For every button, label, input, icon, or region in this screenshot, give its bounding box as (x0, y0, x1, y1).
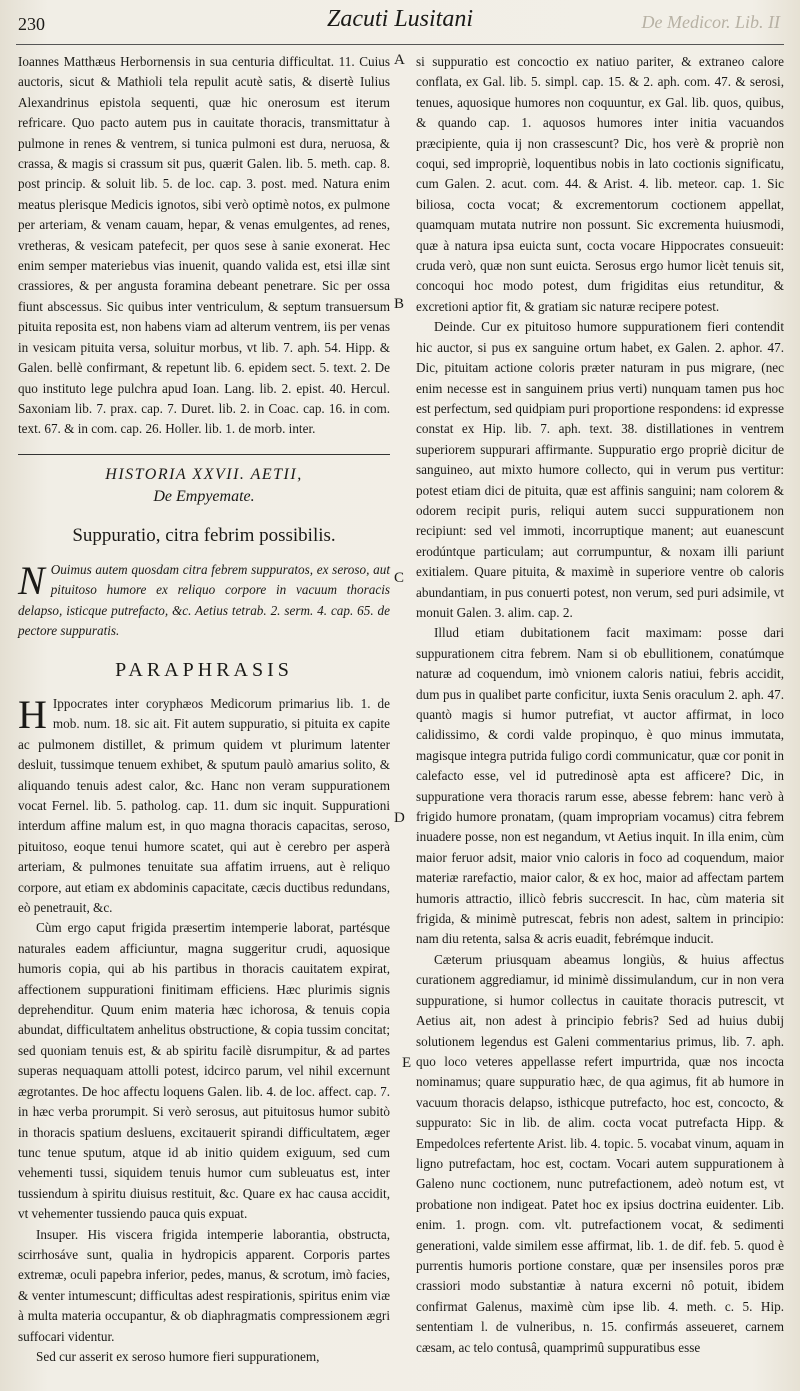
page-header (0, 0, 800, 44)
paraphrasis-dropcap: H (18, 691, 47, 737)
paraphrasis-paragraph-4: Sed cur asserit ex seroso humore fieri suppurationem, (36, 1348, 320, 1364)
historia-dropcap: N (18, 557, 45, 603)
page-number: 230 (18, 14, 45, 34)
historia-subtitle: De Empyemate. (153, 488, 255, 506)
margin-marker-e: E (402, 1055, 412, 1071)
right-paragraph-3: Illud etiam dubitationem facit maximam: posse dari suppurationem citra febrem. Nam si ob ebullitionem, conatúmque naturæ ad coquendum, imò vnionem caloris natiui, febris accidit, dum pus in qualibet parte conficitur, iuxta Senis oraculum 2. aph. 47. quantò magis si humor putrefiat, vt auctor affirmat, in loco calidissimo, & cordi valde propinquo, è quo minus immutata, magisque integra putrida fuligo cordi communicatur, quæ cor ponit in calefacto esse, vel id putredinosè apta est afficere? Dic, in suppuratione vera thoracis rarum esse, abesse febrem: hanc verò à frigido humore pronatam, (quam impropriam vocamus) citra febrem inuadere posse, non est negandum, vt Aetius inquit. In illa enim, cùm maior feruor adsit, maior vnio caloris in foco ad coquendum, maior materiæ rarefactio, maior calor, & ex hoc, maior ad affectam partem humoris attractio, illicò febris succrescit. In hac, cùm materia sit frigida, & minimè putrescat, febris non adest, saltem in principio: nam diu retenta, salsa & acris euadit, febrémque inducit. (416, 625, 784, 947)
right-paragraph-2: Deinde. Cur ex pituitoso humore suppurationem fieri contendit hic auctor, si pus ex sanguine ortum habet, ex Galen. 2. aphor. 47. Dic, pituitam actione coloris præter naturam in pus migrare, (nec enim necesse est in sanguinem prius verti) nunquam tamen pus hoc est perfectum, sed quidpiam puri proportione respondens: id expresse constat ex Hip. lib. 7. aph. text. 38. distillationes in ventrem superiorem suppurari affirmante. Suppuratio ergo propriè dicitur de sanguineo, aut mixto humore collecto, qui in verum pus vertitur: potest etiam dici de pituita, quæ est affinis sanguini; nam colorem & odorem recipit puris, reliqui autem succi suppurationem non recipiunt: sed vel immoti, incorruptique manent; aut euanescunt erodúntque particulam; aut corrumpuntur, & noxam illi pariunt exitialem. Quare pituita, & maximè in superiore ventre ob caloris abundantiam, in pus conuerti potest, non verum, sed puri adsimile, vt monuit Galen. 3. alim. cap. 2. (416, 319, 784, 620)
historia-title: HISTORIA XXVII. AETII, (105, 465, 303, 483)
margin-marker-b: B (394, 296, 405, 312)
paraphrasis-heading: PARAPHRASIS (115, 658, 293, 681)
left-column (18, 52, 390, 1367)
header-rule (16, 44, 784, 45)
margin-marker-c: C (394, 570, 405, 586)
historia-text (18, 557, 390, 642)
paraphrasis-paragraph-2: Cùm ergo caput frigida præsertim intemperie laborat, partésque naturales eadem afficiuntur, magna suggeritur crudi, aquosique humoris copia, qui ab his partibus in thoracis cauitatem expirat, affectionem suppurationi finitimam efficiens. Hæc plurimis signis deprehenditur. Quum enim materia hæc ichorosa, & tenuis copia abundat, difficultatem anhelitus obstructione, & copia tussim concitat; sed quoniam tenuis est, & ab spiritu facilè disrumpitur, & ad partes superas nequaquam attolli potest, idcirco parum, vel nihil excernunt ægrotantes. De hoc affectu loquens Galen. lib. 4. de loc. affect. cap. 7. in hæc verba prorumpit. Si verò serosus, aut pituitosus humor subitò in thoracis spatium desluens, excitauerit spirandi difficultatem, æger tunc tenue sputum, atque id ab initio quidem exiguum, sed cum vehementi tussi, siquidem tenuis humor cum subleuatus est, inter tussiendum à spiritu diuisus restituit, &c. Quare ex hac causa accidit, vt vehementer tussiendo pauca quis expuat. (18, 920, 390, 1222)
margin-marker-a: A (394, 52, 405, 68)
right-paragraph-1: si suppuratio est concoctio ex natiuo pariter, & extraneo calore conflata, ex Gal. lib. 5. simpl. cap. 15. & 2. aph. com. 47. & serosi, tenues, aquosique humores non coquuntur, ex Gal. lib. quos, quibus, & quando cap. 1. aquosos humores inter initia vacuandos præcipiente, quia ij non crassescunt? Dic, hos verè & propriè non coqui, sed impropriè, loquentibus nobis in lato coctionis significatu, cum Galen. 2. acut. com. 44. & Arist. 4. lib. meteor. cap. 1. Sic biliosa, cocta vocat; & excrementorum coctionem appellat, quamquam mutata nutrire non possunt. Sic excrementa huiusmodi, quæ à natura ipsa euicta sunt, cocta vocare Hippocrates consueuit: cruda verò, quæ non sunt euicta. Serosus ergo humor licèt tenuis sit, concoqui hoc modo potest, dum frigiditas eius retunditur, & excretioni aptior fit, & gratiam sic naturæ recipere potest. (416, 54, 784, 314)
running-title: Zacuti Lusitani (326, 6, 474, 32)
opening-paragraph: Ioannes Matthæus Herbornensis in sua centuria difficultat. 11. Cuius auctoris, sicut & Mathioli tela repulit acutè satis, & disertè Iulius Alexandrinus epistola sequenti, quæ hic onerosum est iterum refricare. Quo pacto autem pus in cauitate thoracis, transmittatur à pulmone in renes & ventrem, si tunica pulmoni est dura, neruosa, & crassa, & magis si crassum sit pus, quærit Galen. lib. 5. meth. cap. 8. post princip. & soluit lib. 5. de loc. cap. 3. post. med. Natura enim meatus plerisque Medicis ignotos, sibi verò optimè notos, ex pulmone per arteriam, & venam cauam, hepar, & venas emulgentes, ad renes, vretheras, & vesicam patefecit, per quos sese à sanie exonerat. Hec enim semper materiebus vias inuenit, quando valida est, etsi illæ sint crassiores, & per angusta foramina debeant penetrare. Sic per ossa fiunt abscessus. Sic quibus inter ventriculum, & septum transuersum pituita reposita est, non habens viam ad alterum ventrem, iis per venas in vesicam pituita versa, soluitur morbus, vt lib. 7. aph. 54. Hipp. & Galen. bellè confirmant, & repetunt lib. 6. epidem sect. 5. text. 2. De quo instituto lege pulchra apud Ioan. Lang. lib. 2. epist. 40. Hercul. Saxoniam lib. 7. prax. cap. 7. Duret. lib. 2. in Coac. cap. 16. in com. text. 67. & in com. cap. 26. Holler. lib. 1. de morb. inter. (18, 54, 390, 437)
paraphrasis-paragraph-3: Insuper. His viscera frigida intemperie laborantia, obstructa, scirrhosáve sunt, qualia in hydropicis apparent. Corporis partes extremæ, oculi papebra inferior, pedes, manus, & scrotum, imò facies, & venter intumescunt; difficultas adest respirationis, spiritus enim viæ à multa materia occupantur, & ob diaphragmatis compressionem ægri suffocari videntur. (18, 1226, 390, 1344)
paraphrasis-paragraph-1 (18, 691, 390, 918)
historia-heading: Suppuratio, citra febrim possibilis. (72, 524, 336, 546)
right-column (416, 52, 784, 1358)
margin-marker-d: D (394, 810, 405, 826)
bleed-through-text: De Medicor. Lib. II (641, 12, 780, 32)
paraphrasis-body-1: Ippocrates inter coryphæos Medicorum primarius lib. 1. de mob. num. 18. sic ait. Fit autem suppuratio, si pituita ex capite ac pulmonem distillet, & primum quidem vt plurimum latenter desluit, tussimque tenuem exhibet, & sputum paulò amarius solito, & aliquando tenuis adest calor, &c. Hanc non veram suppurationem vocat Fernel. lib. 5. patholog. cap. 11. dum sic inquit. Suppurationi interdum affine malum est, in quo magna thoracis capacitas, seroso, pituitoso, eoque tenui humore scatet, qui aut è cerebro per asperà arteriam, & pulmones tenuitate sua affatim irruens, aut è reliquo corpore, aut etiam ex abdominis capacitate, cæcis ductibus redundans, eò penetrauit, &c. (18, 695, 390, 916)
section-divider (18, 454, 390, 455)
historia-body: Ouimus autem quosdam citra febrem suppuratos, ex seroso, aut pituitoso humore ex reliquo corpore in vacuum thoracis delapso, isticque putrefacto, &c. Aetius tetrab. 2. serm. 4. cap. 65. de pectore suppuratis. (18, 561, 390, 639)
right-paragraph-4: Cæterum priusquam abeamus longiùs, & huius affectus curationem aggrediamur, id minimè dissimulandum, cur in non vera suppuratione, si humor collectus in cauitate thoracis putrescit, vt Aetius ait, non adest à principio febris? Sed ad huius dubij solutionem legendus est Galeni commentarius primus, lib. 7. aph. quo loco veteres appellasse refert impurtrida, quæ nos incocta nominamus; quare suppuratio hæc, de qua agimus, fit ab humore in vacuum thoracis delapso, isthicque putrefacto, hoc est, concocto, & suppurato: Sic in lib. de alim. cocta vocat putrefacta Hipp. & Empedolces refertente Arist. lib. 4. topic. 5. vocabat vinum, aquam in ligno putrefactam, hoc est, coctam. Vocari autem suppurationem à Galeno nunc coctionem, nunc putrefactionem, adeò notum est, vt probatione non indigeat. Patet hoc ex ipsius doctrina euidenter. Lib. enim. 1. progn. com. vlt. putrefactionem vocat, & sedimenti generationi, valde similem esse affirmat, lib. 1. de dif. feb. 5. quod è purrentis humoris portione constare, quæ per insensiles poros præ crassiori modo substantiæ à natura excerni nô potuit, ibidem confirmat Galenus, maximè cùm ipse lib. 4. meth. c. 5. Hip. sententiam l. de vulneribus, n. 15. confirmás asseueret, carnem cæsam, ac telo contusâ, quamprimû suppuratibus esse (416, 951, 784, 1355)
